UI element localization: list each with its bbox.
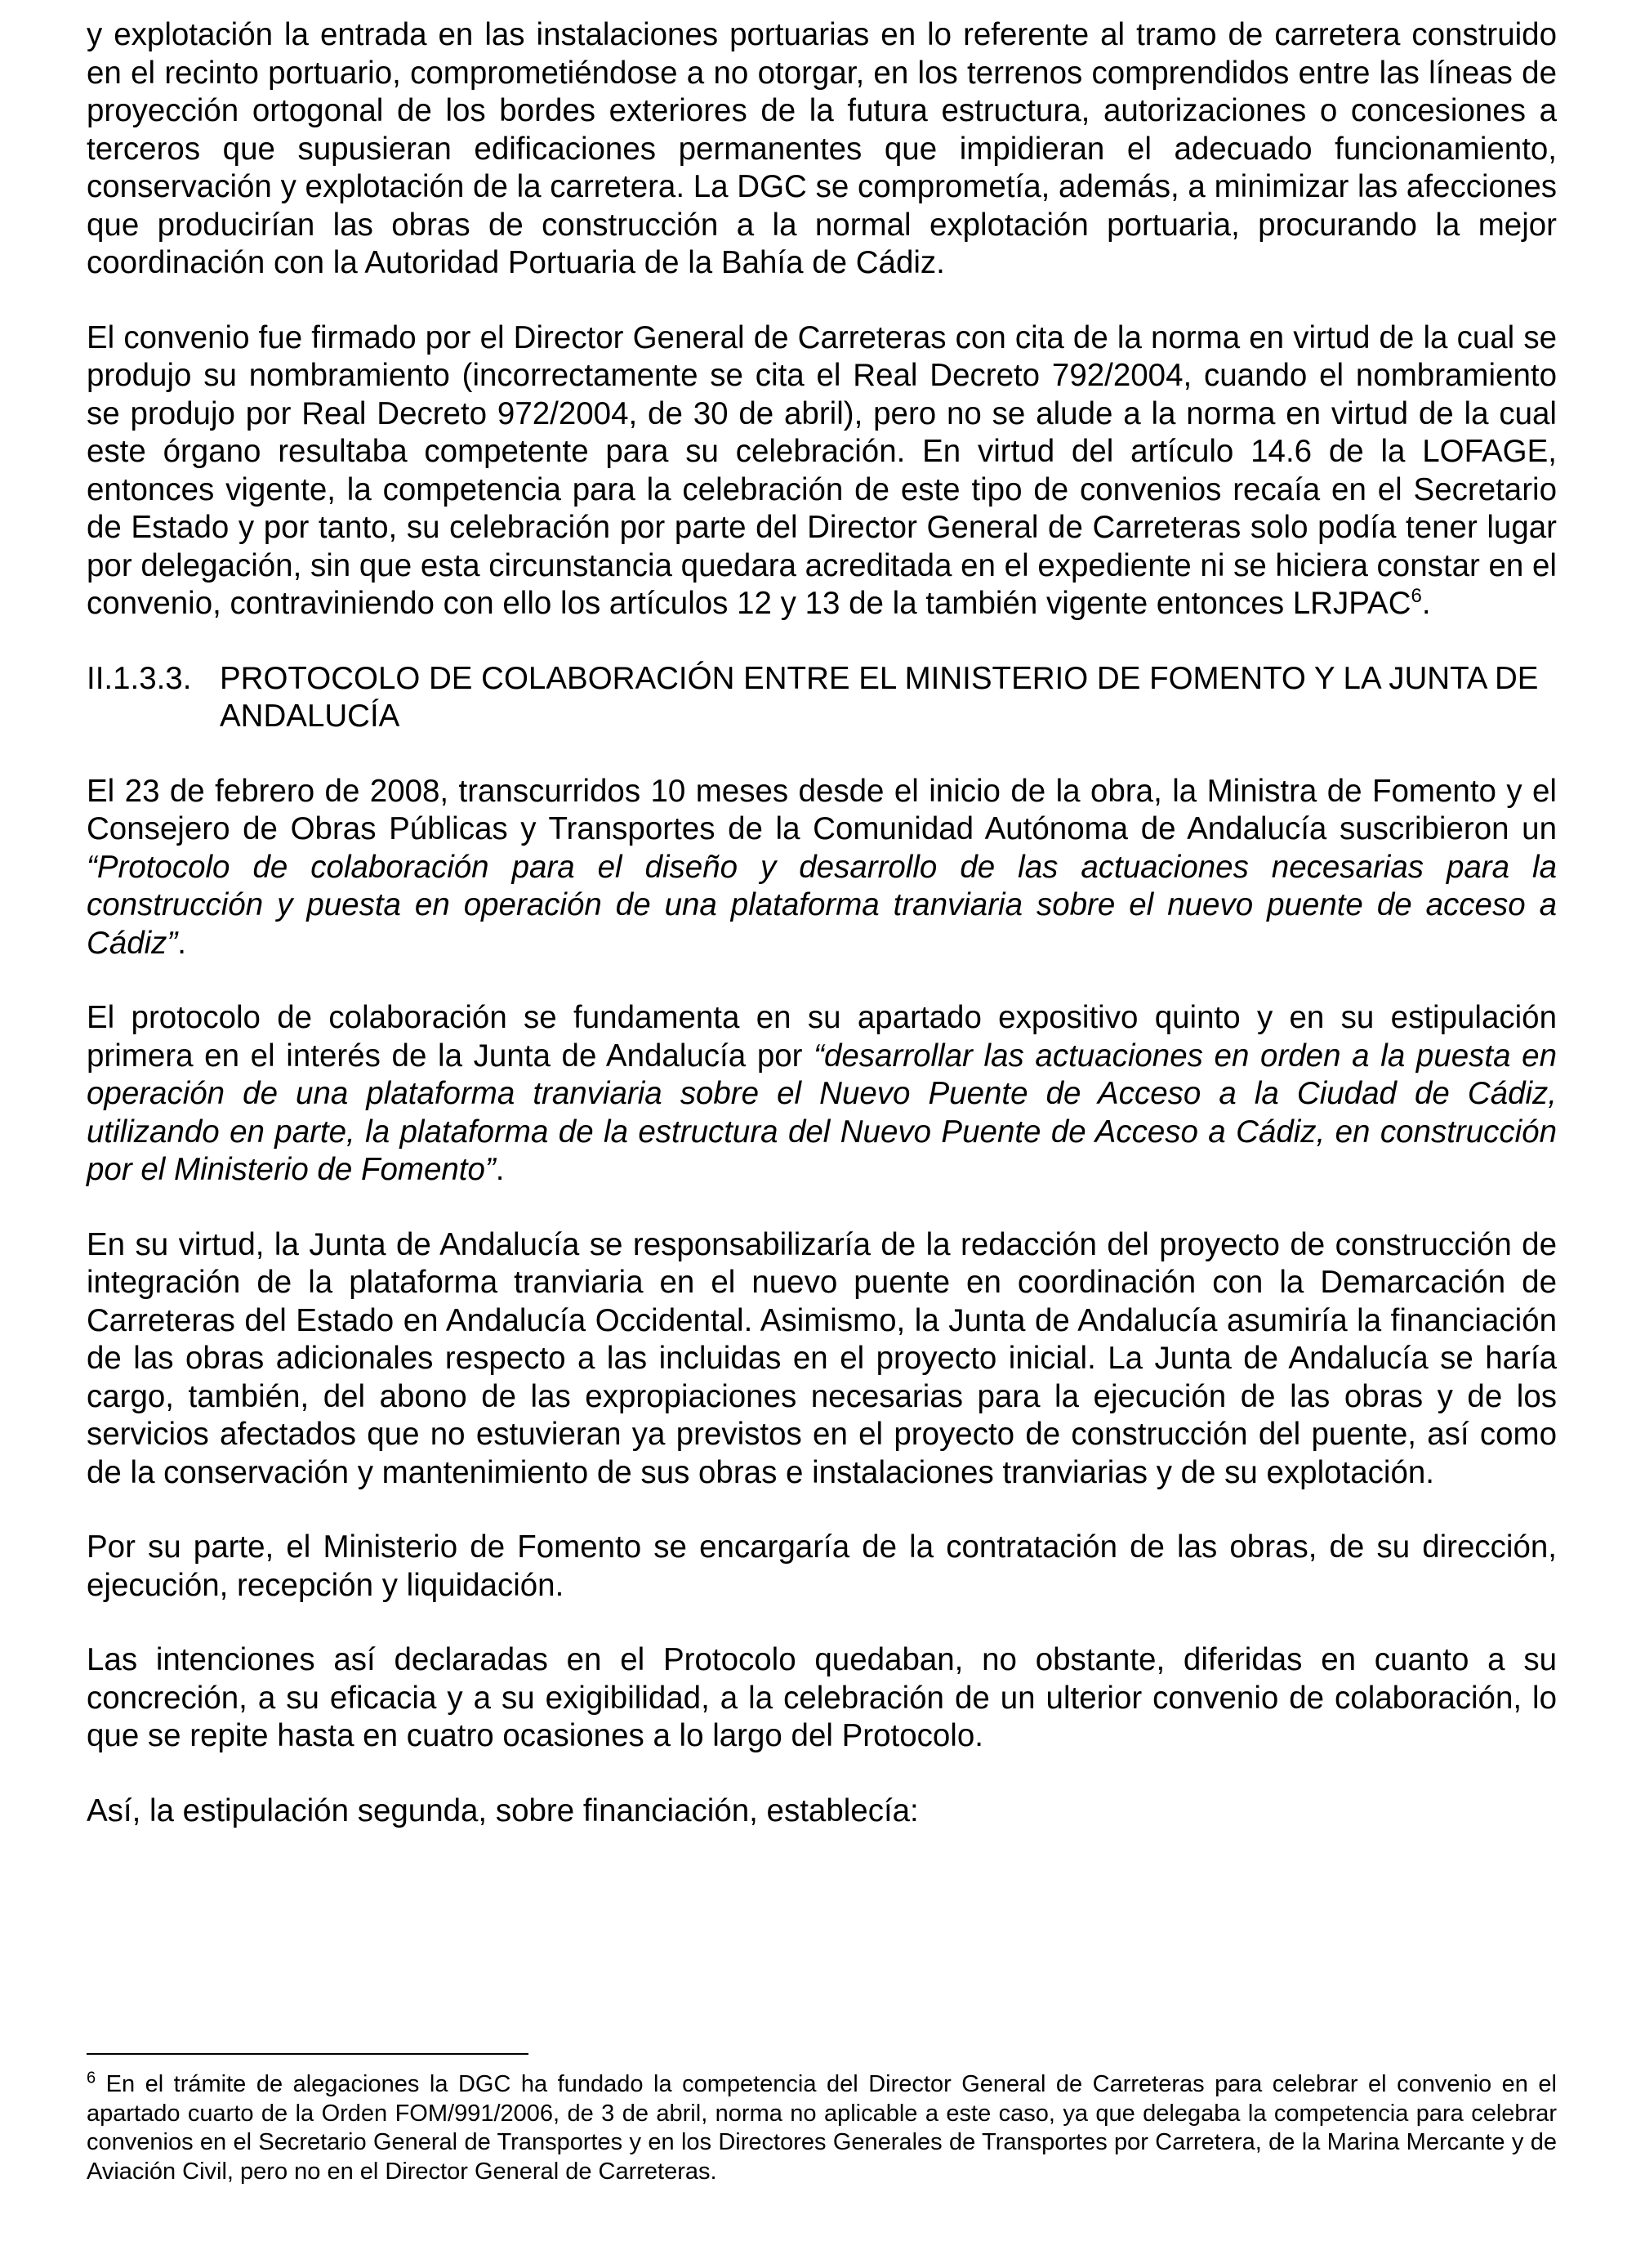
paragraph-junta-responsibilities: En su virtud, la Junta de Andalucía se responsabilizaría de la redacción del proyecto de construcción de integración de la plataforma tranviaria en el nuevo puente en coordinación con la Demarcación de Carreteras del Estado en Andalucía Occidental. Asimismo, la Junta de Andalucía asumiría la financiación de las obras adicionales respecto a las incluidas en el proyecto inicial. La Junta de Andalucía se haría cargo, también, del abono de las expropiaciones necesarias para la ejecución de las obras y de los servicios afectados que no estuvieran ya previstos en el proyecto de construcción del puente, así como de la conservación y mantenimiento de sus obras e instalaciones tranviarias y de su explotación.	[87, 1226, 1557, 1490]
paragraph-second-stipulation: Así, la estipulación segunda, sobre financiación, establecía:	[87, 1793, 919, 1828]
paragraph-protocol-basis	[87, 999, 1557, 1190]
paragraph-port-agreement: y explotación la entrada en las instalaciones portuarias en lo referente al tramo de carretera construido en el recinto portuario, comprometiéndose a no otorgar, en los terrenos comprendidos entre las líneas de proyección ortogonal de los bordes exteriores de la futura estructura, autorizaciones o concesiones a terceros que supusieran edificaciones permanentes que impidieran el adecuado funcionamiento, conservación y explotación de la carretera. La DGC se comprometía, además, a minimizar las afecciones que producirían las obras de construcción a la normal explotación portuaria, procurando la mejor coordinación con la Autoridad Portuaria de la Bahía de Cádiz.	[87, 17, 1557, 280]
section-heading	[87, 660, 1557, 736]
footnote	[87, 2070, 1557, 2186]
footnote-reference[interactable]: 6	[1411, 585, 1422, 608]
section-title: PROTOCOLO DE COLABORACIÓN ENTRE EL MINISTERIO DE FOMENTO Y LA JUNTA DE ANDALUCÍA	[220, 660, 1539, 734]
document-body	[87, 16, 1557, 1867]
protocol-title-quote: “Protocolo de colaboración para el diseño y desarrollo de las actuaciones necesarias para la construcción y puesta en operación de una plataforma tranviaria sobre el nuevo puente de acceso a Cádiz”	[87, 849, 1557, 961]
footnote-text: En el trámite de alegaciones la DGC ha fundado la competencia del Director General de Carreteras para celebrar el convenio en el apartado cuarto de la Orden FOM/991/2006, de 3 de abril, norma no aplicable a este caso, ya que delegaba la competencia para celebrar convenios en el Secretario General de Transportes y en los Directores Generales de Transportes por Carretera, de la Marina Mercante y de Aviación Civil, pero no en el Director General de Carreteras.	[87, 2071, 1557, 2185]
paragraph-deferred-intentions: Las intenciones así declaradas en el Protocolo quedaban, no obstante, diferidas en cuanto a su concreción, a su eficacia y a su exigibilidad, a la celebración de un ulterior convenio de colaboración, lo que se repite hasta en cuatro ocasiones a lo largo del Protocolo.	[87, 1642, 1557, 1753]
paragraph-end: .	[177, 925, 186, 961]
footnote-separator	[87, 2053, 528, 2055]
paragraph-text: El 23 de febrero de 2008, transcurridos 10 meses desde el inicio de la obra, la Ministra de Fomento y el Consejero de Obras Públicas y Transportes de la Comunidad Autónoma de Andalucía suscribieron un	[87, 773, 1557, 846]
paragraph-text: El convenio fue firmado por el Director General de Carreteras con cita de la norma en virtud de la cual se produjo su nombramiento (incorrectamente se cita el Real Decreto 792/2004, cuando el nombramiento se produjo por Real Decreto 972/2004, de 30 de abril), pero no se alude a la norma en virtud de la cual este órgano resultaba competente para su celebración. En virtud del artículo 14.6 de la LOFAGE, entonces vigente, la competencia para la celebración de este tipo de convenios recaía en el Secretario de Estado y por tanto, su celebración por parte del Director General de Carreteras solo podía tener lugar por delegación, sin que esta circunstancia quedara acreditada en el expediente ni se hiciera constar en el convenio, contraviniendo con ello los artículos 12 y 13 de la también vigente entonces LRJPAC	[87, 319, 1557, 621]
section-number: II.1.3.3.	[87, 660, 192, 696]
paragraph-end: .	[1421, 586, 1431, 621]
paragraph-protocol-signing	[87, 773, 1557, 963]
paragraph-text: El protocolo de colaboración se fundamenta en su apartado expositivo quinto y en su estipulación primera en el interés de la Junta de Andalucía por	[87, 1000, 1557, 1074]
protocol-quote: “desarrollar las actuaciones en orden a la puesta en operación de una plataforma tranviaria sobre el Nuevo Puente de Acceso a la Ciudad de Cádiz, utilizando en parte, la plataforma de la estructura del Nuevo Puente de Acceso a Cádiz, en construcción por el Ministerio de Fomento”	[87, 1038, 1557, 1187]
paragraph-ministry-responsibilities: Por su parte, el Ministerio de Fomento se encargaría de la contratación de las obras, de su dirección, ejecución, recepción y liquidación.	[87, 1529, 1557, 1603]
paragraph-end: .	[495, 1152, 505, 1187]
footnote-marker: 6	[87, 2069, 96, 2087]
paragraph-convenio-signature	[87, 319, 1557, 623]
